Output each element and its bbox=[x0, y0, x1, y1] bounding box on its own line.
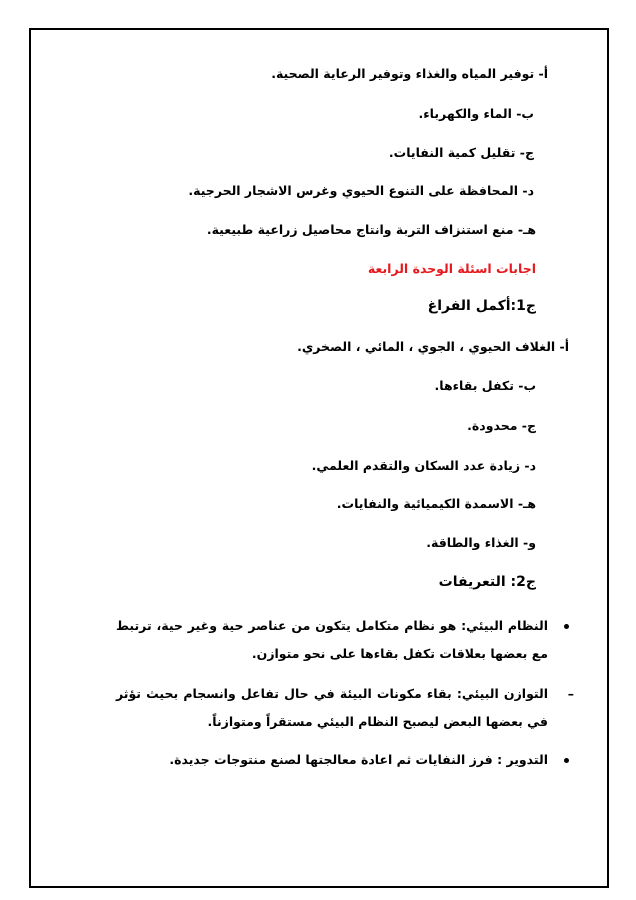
answer-line-b: ب- الماء والكهرباء. bbox=[418, 106, 534, 121]
section-heading: اجابات اسئلة الوحدة الرابعة bbox=[367, 261, 536, 276]
fill-answer-c: ج- محدودة. bbox=[467, 418, 536, 433]
fill-answer-f: و- الغذاء والطاقة. bbox=[426, 535, 536, 550]
answer-line-e: هـ- منع استنزاف التربة وانتاج محاصيل زراعية طبيعية. bbox=[206, 222, 536, 237]
definition-balance bbox=[116, 680, 574, 736]
definition-text: التوازن البيئي: بقاء مكونات البيئة في حال تفاعل وانسجام بحيث تؤثر في بعضها البعض ليصبح النظام البيئي مستقراً ومتوازناً. bbox=[116, 686, 548, 729]
definition-text: النظام البيئي: هو نظام متكامل يتكون من عناصر حية وغير حية، ترتبط مع بعضها بعلاقات تكفل بقاءها على نحو متوازن. bbox=[116, 618, 548, 661]
answer-line-d: د- المحافظة على التنوع الحيوي وغرس الاشجار الحرجية. bbox=[188, 183, 534, 198]
bullet-dash: – bbox=[567, 686, 574, 701]
bullet-dot bbox=[564, 624, 569, 629]
definition-text: التدوير : فرز النفايات ثم اعادة معالجتها لصنع منتوجات جديدة. bbox=[169, 752, 548, 767]
answer-line-a: أ- توفير المياه والغذاء وتوفير الرعاية الصحية. bbox=[271, 66, 548, 81]
fill-answer-e: هـ- الاسمدة الكيميائية والنفايات. bbox=[336, 496, 536, 511]
fill-answer-a: أ- الغلاف الحيوي ، الجوي ، المائي ، الصخري. bbox=[297, 339, 569, 354]
question-2-title: ج2: التعريفات bbox=[438, 574, 536, 590]
fill-answer-b: ب- تكفل بقاءها. bbox=[434, 378, 536, 393]
bullet-dot bbox=[564, 758, 569, 763]
fill-answer-d: د- زيادة عدد السكان والتقدم العلمي. bbox=[311, 458, 536, 473]
answer-line-c: ج- تقليل كمية النفايات. bbox=[388, 145, 534, 160]
definition-recycling bbox=[116, 746, 548, 774]
question-1-title: ج1:أكمل الفراغ bbox=[427, 298, 536, 314]
definition-ecosystem bbox=[116, 612, 548, 668]
